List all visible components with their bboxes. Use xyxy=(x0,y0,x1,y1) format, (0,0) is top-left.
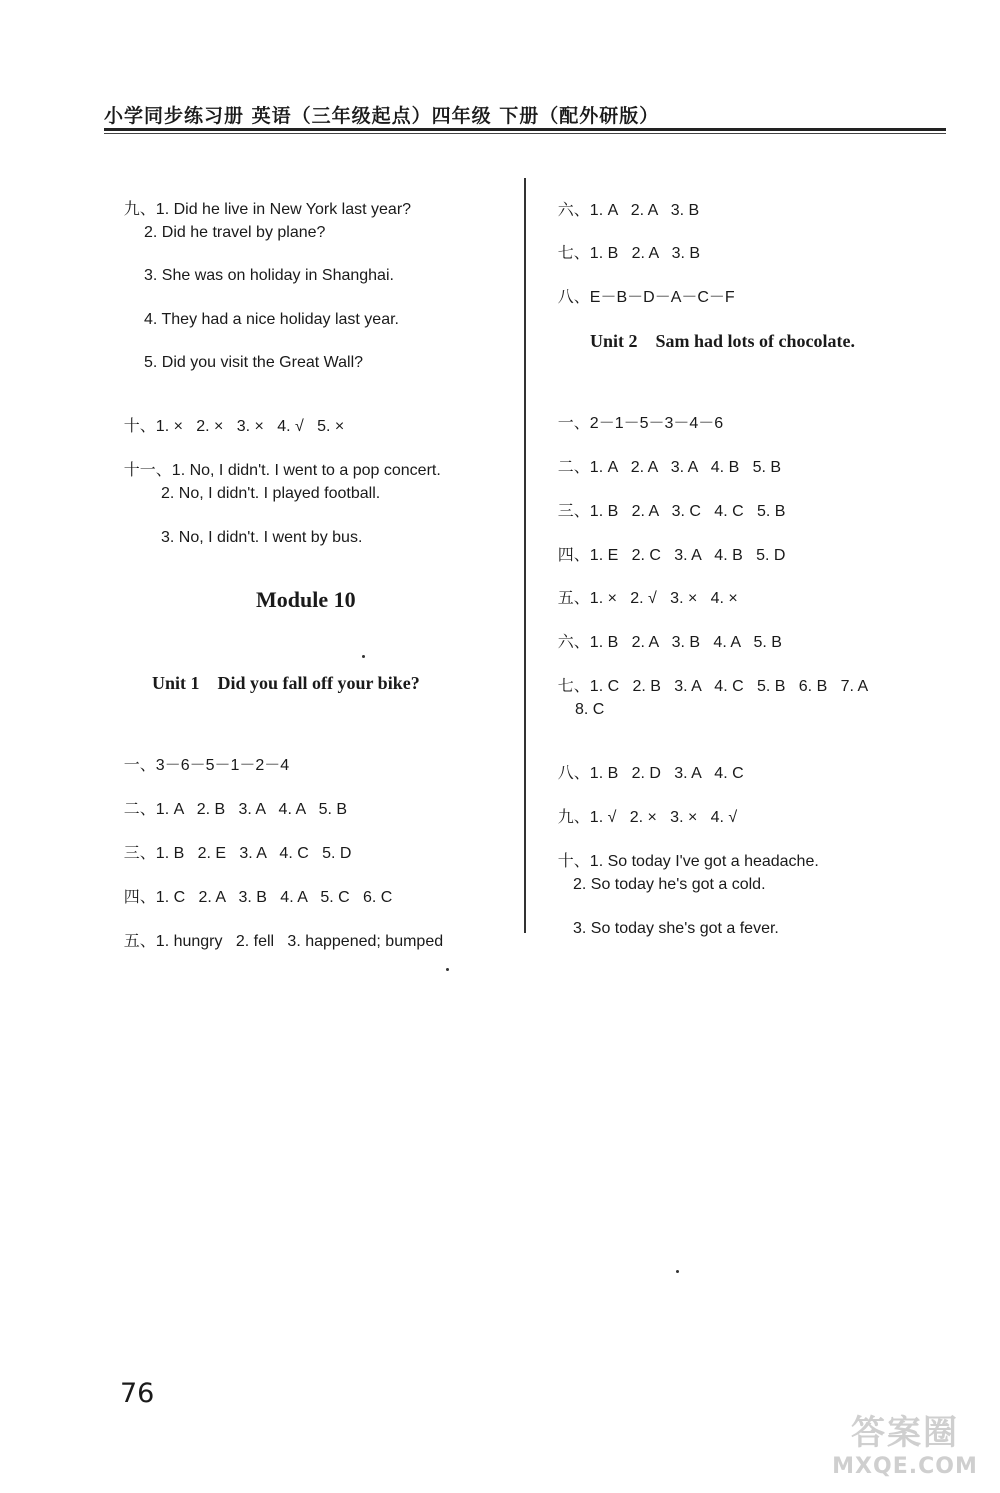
section-label: 五、 xyxy=(123,933,156,950)
answer-text: 1. C 2. B 3. A 4. C 5. B 6. B 7. A xyxy=(589,678,869,695)
answer-line: 2. So today he's got a cold. xyxy=(573,876,766,893)
page-header-title: 小学同步练习册 英语（三年级起点）四年级 下册（配外研版） xyxy=(104,105,660,127)
section-label: 七、 xyxy=(557,678,590,695)
answer-line: 2. Did he travel by plane? xyxy=(144,224,326,241)
answer-line: 2. No, I didn't. I played football. xyxy=(161,485,381,502)
answer-text: 1. hungry 2. fell 3. happened; bumped xyxy=(155,933,444,950)
unit1-heading: Unit 1 Did you fall off your bike? xyxy=(152,673,420,693)
section-label: 四、 xyxy=(557,547,590,564)
answer-text: 1. A 2. A 3. B xyxy=(589,202,700,219)
header-rule-thick xyxy=(104,128,946,131)
section-label: 二、 xyxy=(123,801,156,818)
answer-text: 1. B 2. A 3. B 4. A 5. B xyxy=(589,634,782,651)
section-label: 七、 xyxy=(557,245,590,262)
section-label: 十一、 xyxy=(123,462,172,479)
answer-text: 1. × 2. √ 3. × 4. × xyxy=(589,590,738,607)
page-number: 76 xyxy=(120,1378,155,1409)
answer-line: 3. No, I didn't. I went by bus. xyxy=(161,529,363,546)
watermark xyxy=(820,1405,990,1485)
answer-text: 1. C 2. A 3. B 4. A 5. C 6. C xyxy=(155,889,393,906)
answer-text: 1. B 2. D 3. A 4. C xyxy=(589,765,744,782)
section-label: 九、 xyxy=(557,809,590,826)
section-label: 十、 xyxy=(557,853,590,870)
section-label: 八、 xyxy=(557,765,590,782)
answer-text: 1. A 2. A 3. A 4. B 5. B xyxy=(589,459,782,476)
answer-text: 2－1－5－3－4－6 xyxy=(589,415,724,432)
answer-text: 1. E 2. C 3. A 4. B 5. D xyxy=(589,547,786,564)
answer-text: 1. B 2. A 3. B xyxy=(589,245,701,262)
watermark-logo-text: 答案圈 xyxy=(851,1413,959,1453)
section-label: 十、 xyxy=(123,418,156,435)
header-rule-thin xyxy=(104,133,946,134)
section-label: 八、 xyxy=(557,289,590,306)
answer-text: 3－6－5－1－2－4 xyxy=(155,757,290,774)
answer-text: 1. So today I've got a headache. xyxy=(589,853,819,870)
section-label: 四、 xyxy=(123,889,156,906)
answer-text: 1. Did he live in New York last year? xyxy=(155,201,412,218)
answer-line xyxy=(540,268,735,328)
column-divider xyxy=(524,178,526,933)
answer-line: 3. She was on holiday in Shanghai. xyxy=(144,267,394,284)
section-label: 九、 xyxy=(123,201,156,218)
section-label: 五、 xyxy=(557,590,590,607)
section-label: 六、 xyxy=(557,634,590,651)
answer-text: 1. × 2. × 3. × 4. √ 5. × xyxy=(155,418,345,435)
unit2-heading: Unit 2 Sam had lots of chocolate. xyxy=(590,331,855,351)
module-heading: Module 10 xyxy=(256,587,356,612)
section-label: 一、 xyxy=(557,415,590,432)
answer-text: 1. √ 2. × 3. × 4. √ xyxy=(589,809,738,826)
answer-line: 5. Did you visit the Great Wall? xyxy=(144,354,364,371)
answer-line: 8. C xyxy=(575,701,605,718)
answer-line xyxy=(106,912,443,972)
watermark-url: MXQE.COM xyxy=(832,1454,978,1479)
section-label: 三、 xyxy=(123,845,156,862)
print-speck xyxy=(362,655,365,658)
answer-text: 1. A 2. B 3. A 4. A 5. B xyxy=(155,801,348,818)
section-label: 三、 xyxy=(557,503,590,520)
answer-text: 1. B 2. E 3. A 4. C 5. D xyxy=(155,845,352,862)
section-label: 二、 xyxy=(557,459,590,476)
print-speck xyxy=(446,968,449,971)
answer-line: 3. So today she's got a fever. xyxy=(573,920,779,937)
section-label: 六、 xyxy=(557,202,590,219)
answer-text: 1. B 2. A 3. C 4. C 5. B xyxy=(589,503,786,520)
answer-text: 1. No, I didn't. I went to a pop concert. xyxy=(171,462,441,479)
answer-line: 4. They had a nice holiday last year. xyxy=(144,311,399,328)
print-speck xyxy=(676,1270,679,1273)
answer-text: E－B－D－A－C－F xyxy=(589,289,735,306)
section-label: 一、 xyxy=(123,757,156,774)
